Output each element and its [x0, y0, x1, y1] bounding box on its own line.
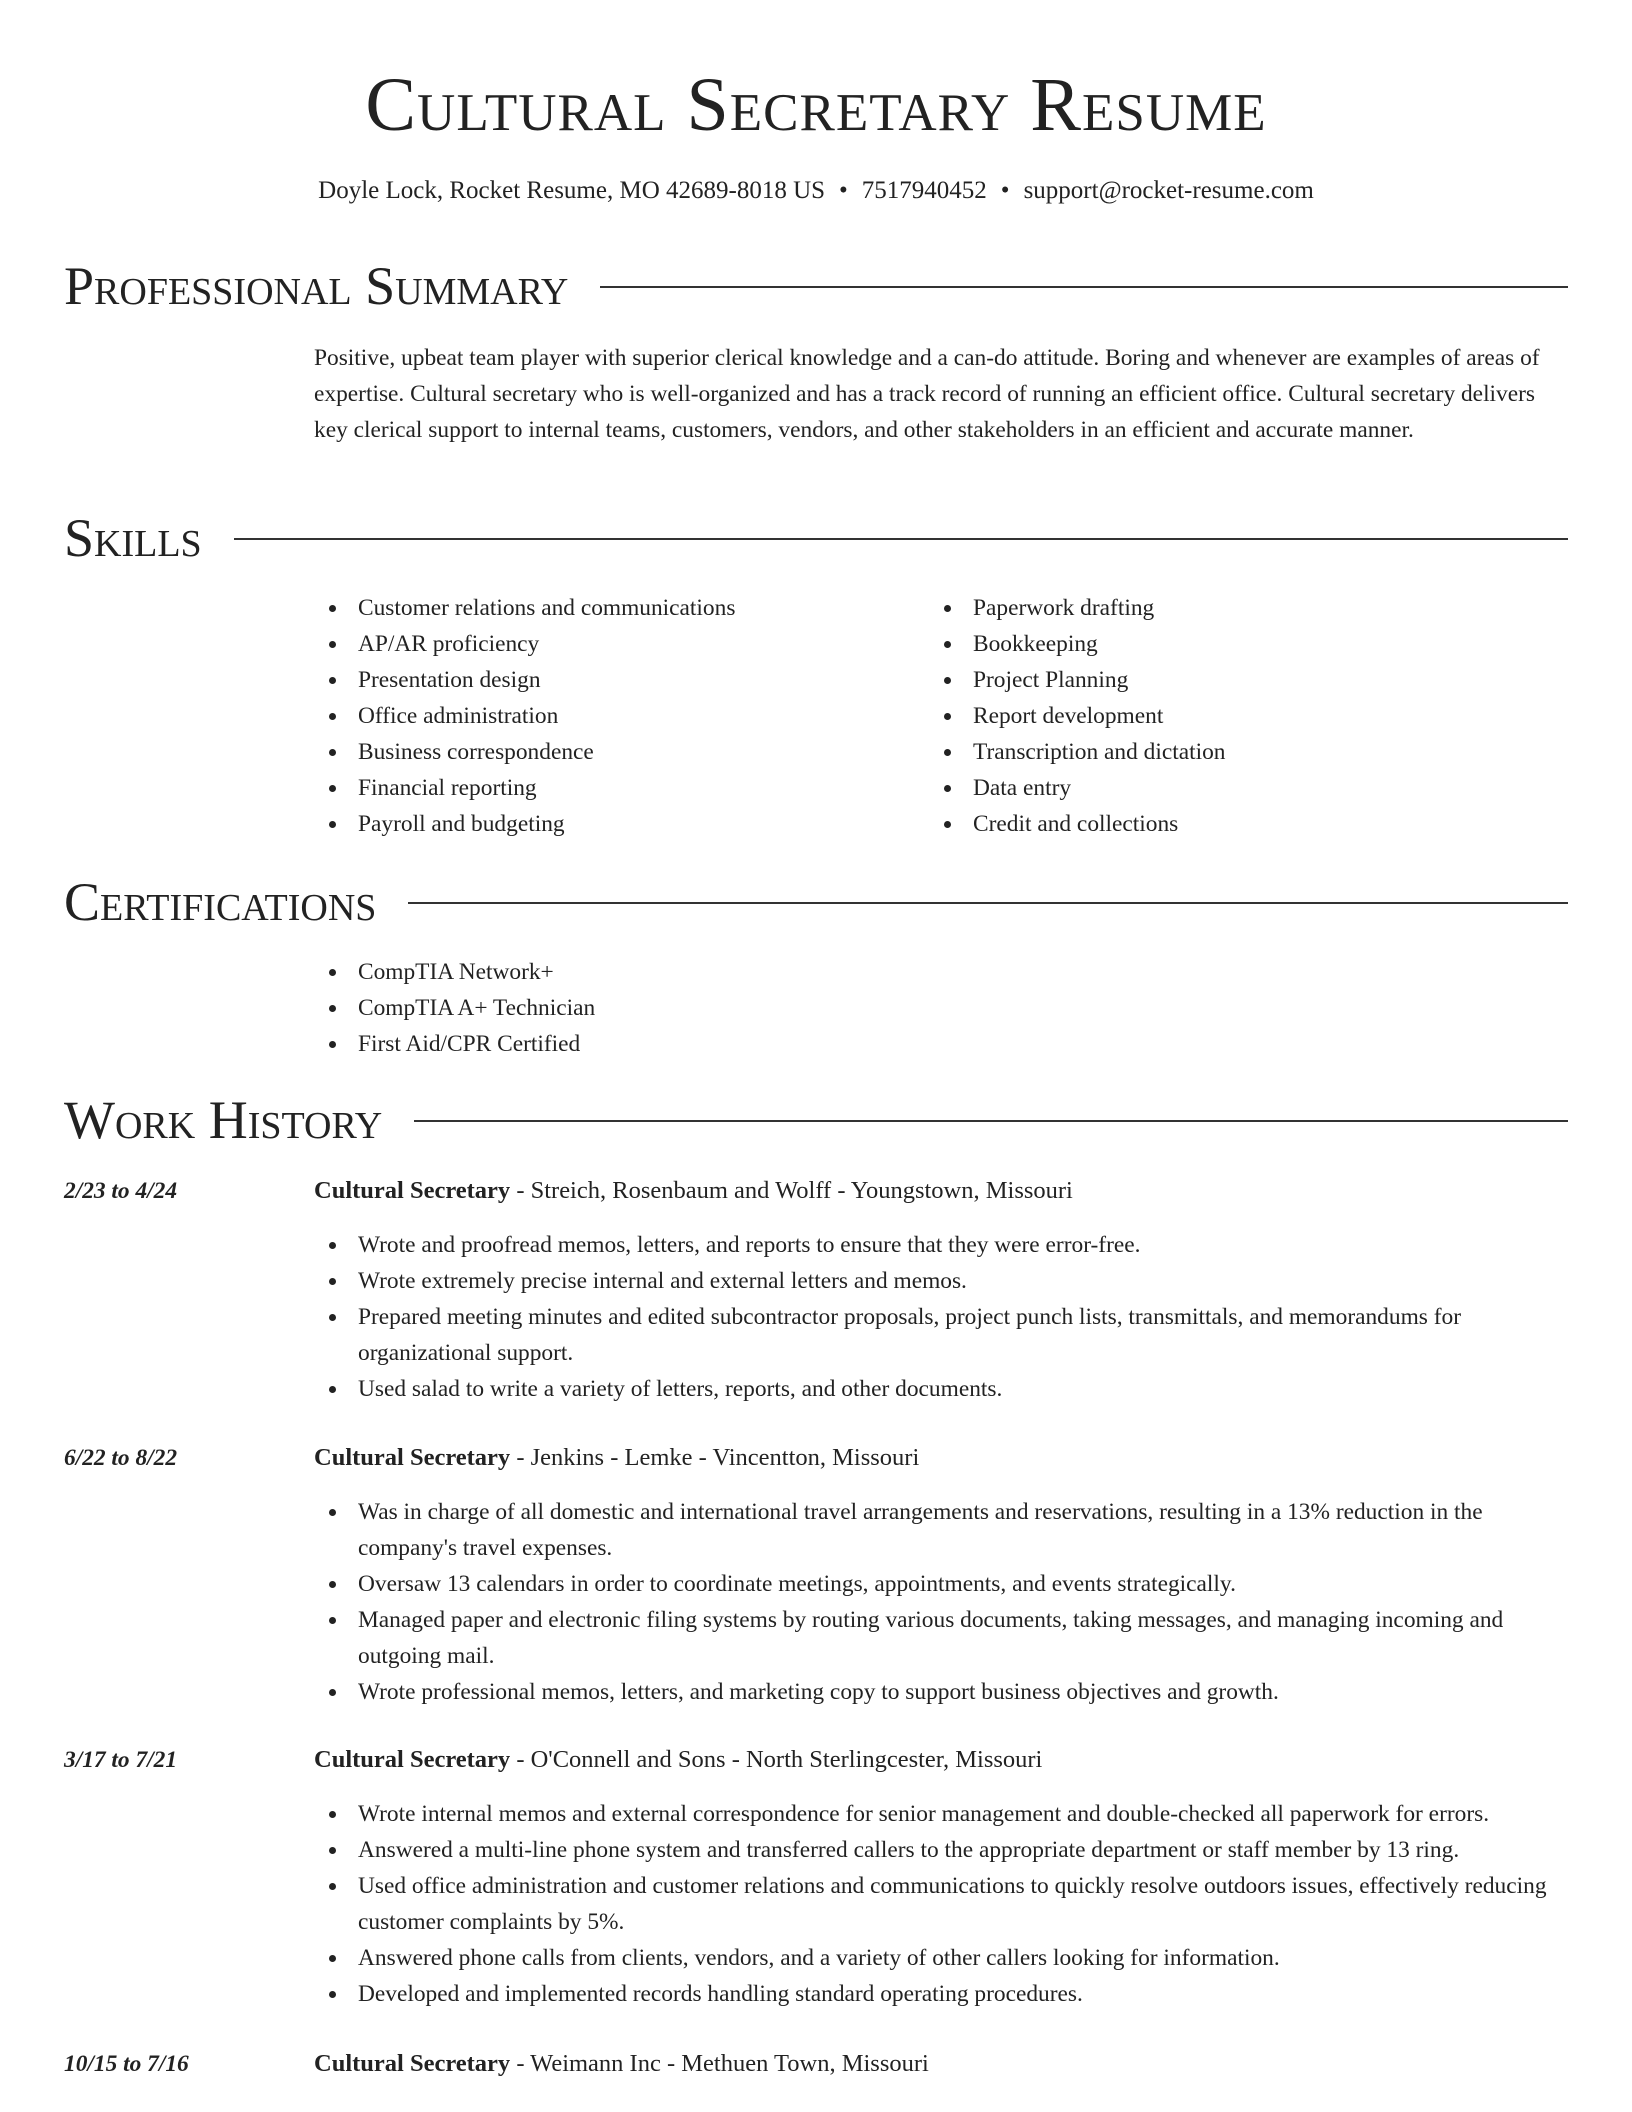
job-employer: - O'Connell and Sons - North Sterlingcester, Missouri — [510, 1746, 1043, 1773]
summary-section-header — [64, 254, 1568, 318]
certification-item: First Aid/CPR Certified — [314, 1026, 914, 1062]
skills-heading: Skills — [64, 508, 202, 568]
section-divider — [408, 902, 1568, 904]
section-divider — [234, 538, 1568, 540]
job-employer: - Jenkins - Lemke - Vincentton, Missouri — [510, 1444, 920, 1471]
job-bullet: Oversaw 13 calendars in order to coordinate meetings, appointments, and events strategically. — [314, 1566, 1568, 1602]
skill-item: Customer relations and communications — [314, 590, 914, 626]
skills-list-right — [929, 590, 1529, 842]
job-bullet: Used office administration and customer relations and communications to quickly resolve outdoors issues, effectively reducing customer complaints by 5%. — [314, 1868, 1568, 1940]
job-title: Cultural Secretary — [314, 1177, 511, 1204]
skill-item: Payroll and budgeting — [314, 806, 914, 842]
job-dates: 10/15 to 7/16 — [64, 2051, 189, 2077]
job-bullets — [314, 1227, 1568, 1407]
skill-item: Business correspondence — [314, 734, 914, 770]
contact-separator: • — [839, 177, 848, 204]
skill-item: Paperwork drafting — [929, 590, 1529, 626]
skills-section-header — [64, 506, 1568, 570]
job-dates: 3/17 to 7/21 — [64, 1747, 178, 1773]
job-bullets — [314, 1494, 1568, 1710]
skill-item: Project Planning — [929, 662, 1529, 698]
job-bullet: Prepared meeting minutes and edited subcontractor proposals, project punch lists, transmittals, and memorandums for organizational support. — [314, 1299, 1568, 1371]
work-history-section-header — [64, 1088, 1568, 1152]
skill-item: AP/AR proficiency — [314, 626, 914, 662]
summary-heading: Professional Summary — [64, 256, 569, 316]
work-history-heading: Work History — [64, 1090, 383, 1150]
job-bullet: Answered phone calls from clients, vendors, and a variety of other callers looking for information. — [314, 1940, 1568, 1976]
skill-item: Financial reporting — [314, 770, 914, 806]
certifications-list — [314, 954, 914, 1062]
contact-line — [0, 175, 1632, 207]
summary-text: Positive, upbeat team player with superior clerical knowledge and a can-do attitude. Boring and whenever are examples of areas of expertise. Cultural secretary who is well-organized and has a track record of running an efficient office. Cultural secretary delivers key clerical support to internal teams, customers, vendors, and other stakeholders in an efficient and accurate manner. — [314, 345, 1540, 443]
job-employer: - Weimann Inc - Methuen Town, Missouri — [510, 2050, 929, 2077]
certifications-heading: Certifications — [64, 872, 377, 932]
contact-email[interactable]: support@rocket-resume.com — [1023, 177, 1314, 204]
job-bullet: Managed paper and electronic filing systems by routing various documents, taking messages, and managing incoming and outgoing mail. — [314, 1602, 1568, 1674]
job-title: Cultural Secretary — [314, 1746, 511, 1773]
job-title: Cultural Secretary — [314, 2050, 511, 2077]
job-bullet: Wrote internal memos and external correspondence for senior management and double-checked all paperwork for errors. — [314, 1796, 1568, 1832]
job-bullet: Wrote and proofread memos, letters, and reports to ensure that they were error-free. — [314, 1227, 1568, 1263]
skill-item: Transcription and dictation — [929, 734, 1529, 770]
skills-list-left — [314, 590, 914, 842]
job-header — [314, 1173, 1568, 1209]
job-title: Cultural Secretary — [314, 1444, 511, 1471]
job-dates: 2/23 to 4/24 — [64, 1178, 178, 1204]
contact-separator: • — [1000, 177, 1010, 204]
contact-address: Doyle Lock, Rocket Resume, MO 42689-8018 US — [318, 177, 826, 204]
job-bullet: Developed and implemented records handling standard operating procedures. — [314, 1976, 1568, 2012]
job-header — [314, 2046, 1568, 2082]
job-bullet: Used salad to write a variety of letters, reports, and other documents. — [314, 1371, 1568, 1407]
skill-item: Office administration — [314, 698, 914, 734]
skill-item: Data entry — [929, 770, 1529, 806]
certification-item: CompTIA A+ Technician — [314, 990, 914, 1026]
resume-title: Cultural Secretary Resume — [365, 63, 1267, 147]
job-bullets — [314, 1796, 1568, 2012]
contact-phone: 7517940452 — [861, 177, 987, 204]
job-bullet: Wrote extremely precise internal and external letters and memos. — [314, 1263, 1568, 1299]
job-bullet: Wrote professional memos, letters, and marketing copy to support business objectives and growth. — [314, 1674, 1568, 1710]
section-divider — [414, 1120, 1568, 1122]
job-header — [314, 1440, 1568, 1476]
skill-item: Credit and collections — [929, 806, 1529, 842]
section-divider — [600, 286, 1568, 288]
skill-item: Presentation design — [314, 662, 914, 698]
job-bullet: Answered a multi-line phone system and transferred callers to the appropriate department or staff member by 13 ring. — [314, 1832, 1568, 1868]
skill-item: Bookkeeping — [929, 626, 1529, 662]
certifications-section-header — [64, 870, 1568, 934]
skill-item: Report development — [929, 698, 1529, 734]
job-header — [314, 1742, 1568, 1778]
job-employer: - Streich, Rosenbaum and Wolff - Youngstown, Missouri — [510, 1177, 1073, 1204]
job-bullet: Was in charge of all domestic and international travel arrangements and reservations, resulting in a 13% reduction in the company's travel expenses. — [314, 1494, 1568, 1566]
job-dates: 6/22 to 8/22 — [64, 1445, 178, 1471]
certification-item: CompTIA Network+ — [314, 954, 914, 990]
